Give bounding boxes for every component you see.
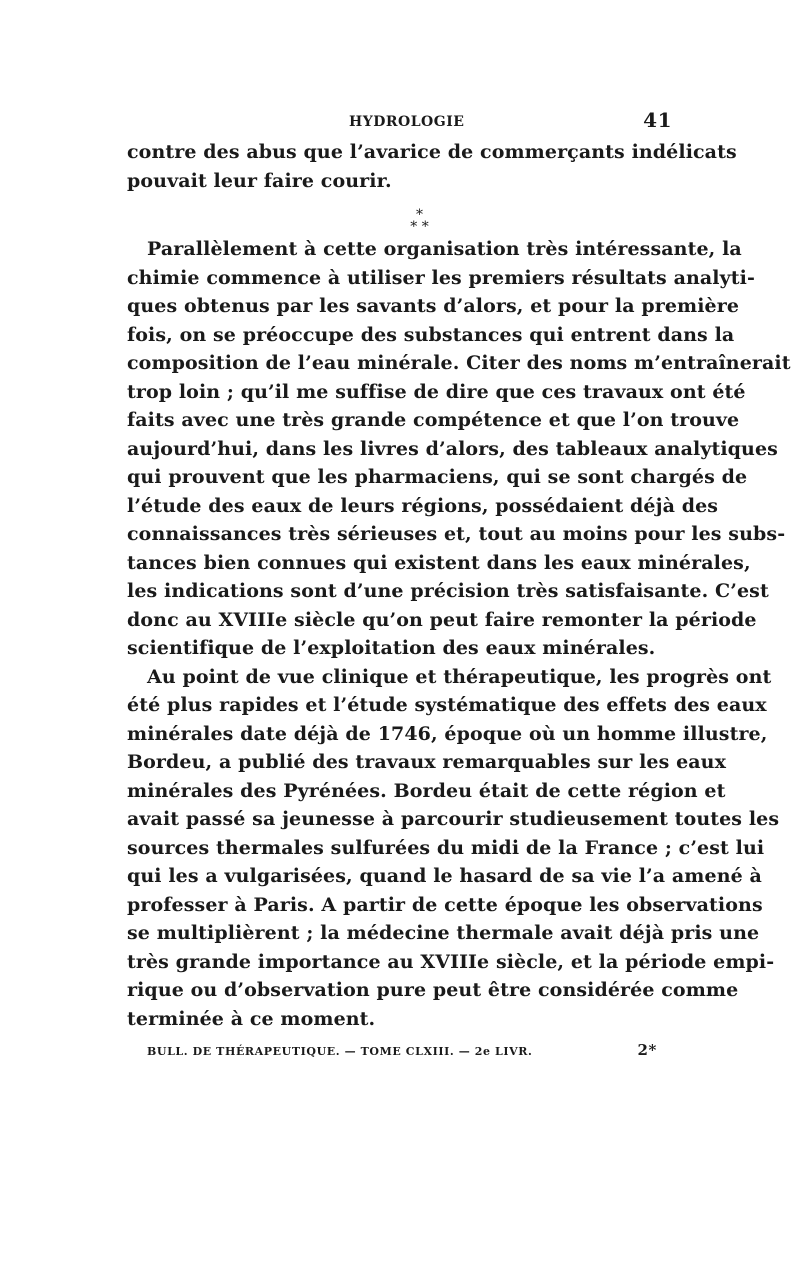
text-line: très grande importance au XVIIIe siècle, et la période empi- [127,950,775,973]
text-line: faits avec une très grande compétence et que l’on trouve [127,409,740,431]
text-line: minérales date déjà de 1746, époque où un homme illustre, [127,722,768,745]
text-line: qui les a vulgarisées, quand le hasard de sa vie l’a amené à [127,865,762,887]
text-line: fois, on se préoccupe des substances qui entrent dans la [127,323,735,346]
signature-mark: 2* [637,1041,657,1059]
text-line: chimie commence à utiliser les premiers résultats analyti- [127,266,755,289]
paragraph-2 [127,235,791,663]
page-number: 41 [643,108,672,132]
text-line: professer à Paris. A partir de cette époque les observations [127,893,763,916]
footer-citation: BULL. DE THÉRAPEUTIQUE. — TOME CLXIII. — 2e LIVR. [147,1045,533,1058]
text-line: ques obtenus par les savants d’alors, et pour la première [127,295,740,317]
text-line: contre des abus que l’avarice de commerçants indélicats [127,141,737,163]
text-line: Au point de vue clinique et thérapeutique, les progrès ont [147,665,772,688]
text-line: sources thermales sulfurées du midi de la France ; c’est lui [127,836,765,859]
text-line: aujourd’hui, dans les livres d’alors, des tableaux analytiques [127,437,778,460]
text-line: trop loin ; qu’il me suffise de dire que ces travaux ont été [127,380,746,403]
text-line: l’étude des eaux de leurs régions, possédaient déjà des [127,494,719,517]
text-line: composition de l’eau minérale. Citer des noms m’entraînerait [127,352,791,374]
page-footer [127,1039,672,1065]
page-header [127,108,672,138]
text-line: Parallèlement à cette organisation très intéressante, la [147,238,742,260]
text-line: les indications sont d’une précision très satisfaisante. C’est [127,580,769,602]
text-line: se multiplièrent ; la médecine thermale avait déjà pris une [127,922,760,944]
text-line: minérales des Pyrénées. Bordeu était de cette région et [127,779,726,802]
text-line: tances bien connues qui existent dans les eaux minérales, [127,551,751,574]
text-line: terminée à ce moment. [127,1007,376,1030]
text-line: rique ou d’observation pure peut être considérée comme [127,979,739,1001]
section-break-asterism [167,195,672,235]
book-page [127,108,791,1065]
text-line: avait passé sa jeunesse à parcourir studieusement toutes les [127,808,780,830]
text-line: Bordeu, a publié des travaux remarquables sur les eaux [127,751,727,773]
text-line: scientifique de l’exploitation des eaux minérales. [127,637,656,659]
paragraph-1 [127,138,737,195]
text-line: qui prouvent que les pharmaciens, qui se sont chargés de [127,466,748,488]
paragraph-3 [127,663,780,1034]
asterism-bottom: * * [410,219,429,235]
text-line: pouvait leur faire courir. [127,169,392,192]
asterism-top: * [416,207,423,223]
running-title: HYDROLOGIE [349,114,465,130]
text-line: connaissances très sérieuses et, tout au moins pour les subs- [127,523,786,545]
text-line: été plus rapides et l’étude systématique des effets des eaux [127,694,767,716]
text-line: donc au XVIIIe siècle qu’on peut faire remonter la période [127,608,757,631]
